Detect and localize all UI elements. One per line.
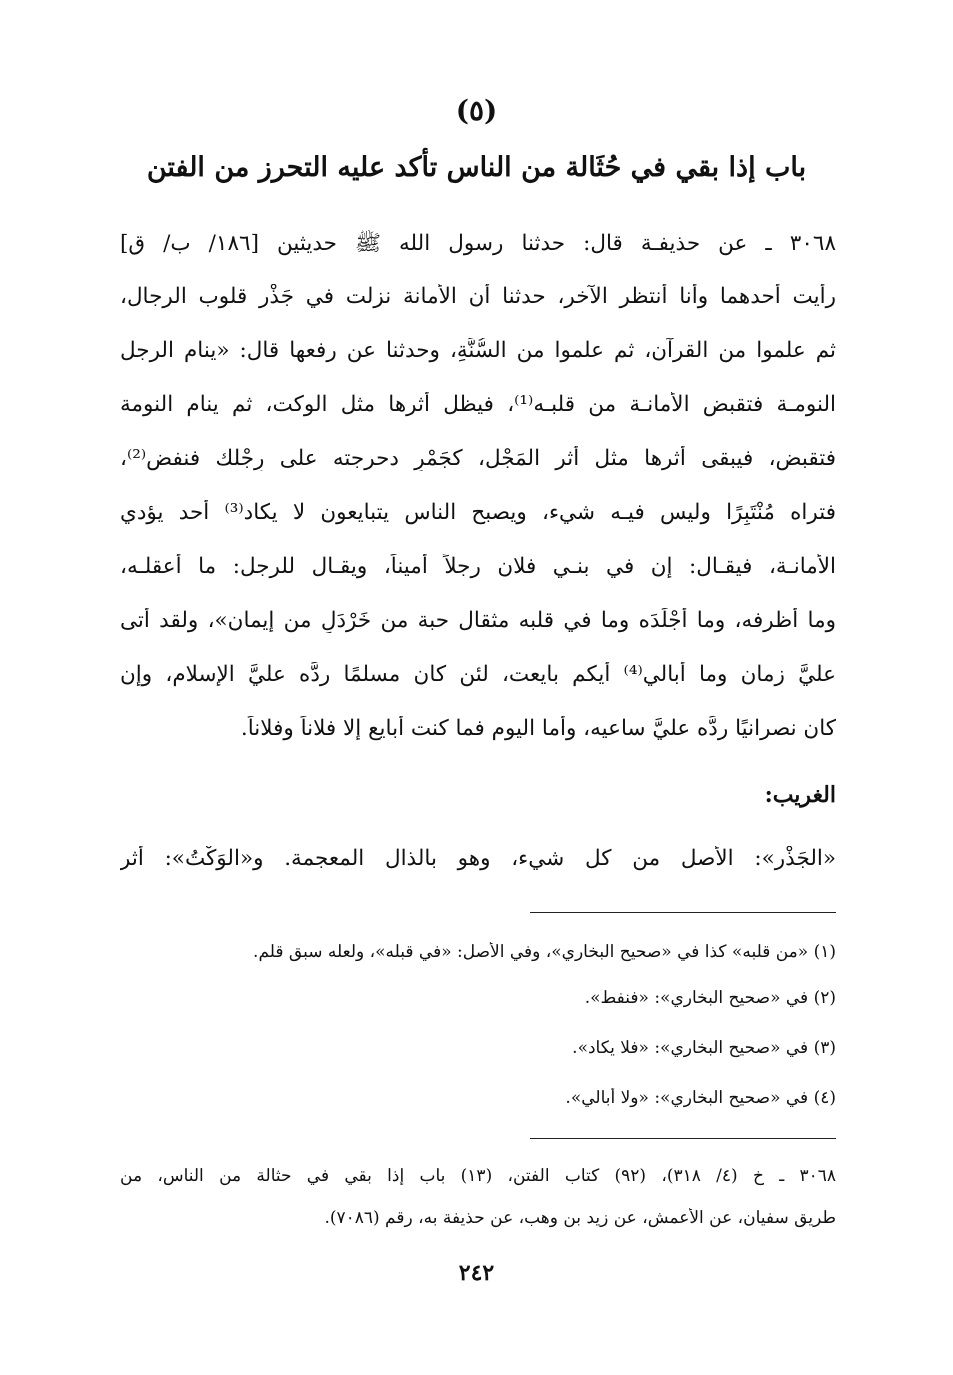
footnote-4: (٤) في «صحيح البخاري»: «ولا أبالي». [565, 1088, 836, 1108]
hadith-line-4: النومـة فتقبض الأمانـة من قلبـه⁽¹⁾، فيظل أثرها مثل الوكت، ثم ينام النومة [120, 392, 836, 417]
footnotes-divider [530, 912, 836, 913]
page-number: ٢٤٢ [458, 1260, 495, 1286]
hadith-line-9: عليَّ زمان وما أبالي⁽⁴⁾ أيكم بايعت، لئن كان مسلمًا ردَّه عليَّ الإسلام، وإن [120, 662, 836, 687]
hadith-line-5: فتقبض، فيبقى أثرها مثل أثر المَجْل، كجَمْرٍ دحرجته على رِجْلك فنفض⁽²⁾، [120, 446, 836, 471]
hadith-line-1: ٣٠٦٨ ـ عن حذيفـة قال: حدثنا رسول الله ﷺ حديثين [١٨٦/ ب/ ق] [120, 231, 836, 256]
hadith-line-10: كان نصرانيًا ردَّه عليَّ ساعيه، وأما اليوم فما كنت أبايع إلا فلاناً وفلاناً. [240, 716, 836, 741]
source-note-line-2: طريق سفيان، عن الأعمش، عن زيد بن وهب، عن حذيفة به، رقم (٧٠٨٦). [324, 1208, 836, 1228]
footnote-1: (١) «من قلبه» كذا في «صحيح البخاري»، وفي الأصل: «في قبله»، ولعله سبق قلم. [253, 942, 836, 962]
gharib-line: «الجَذْر»: الأصل من كل شيء، وهو بالذال المعجمة. و«الوَكْتُ»: أثر [120, 846, 836, 871]
hadith-line-7: الأمانـة، فيقـال: إن في بنـي فلان رجلاً أميناً، ويقـال للرجل: ما أعقلـه، [120, 554, 836, 579]
footnote-3: (٣) في «صحيح البخاري»: «فلا يكاد». [572, 1038, 836, 1058]
gharib-heading: الغريب: [764, 782, 836, 808]
source-note-line-1: ٣٠٦٨ ـ خ (٤/ ٣١٨)، (٩٢) كتاب الفتن، (١٣) باب إذا بقي في حثالة من الناس، من [120, 1166, 836, 1186]
hadith-line-8: وما أظرفه، وما أَجْلَدَه وما في قلبه مثقال حبة من خَرْدَلٍ من إيمان»، ولقد أتى [120, 608, 836, 633]
hadith-line-6: فتراه مُنْتَبِرًا وليس فيـه شيء، ويصبح الناس يتبايعون لا يكاد⁽³⁾ أحد يؤدي [120, 500, 836, 525]
hadith-line-2: رأيت أحدهما وأنا أنتظر الآخر، حدثنا أن الأمانة نزلت في جَذْر قلوب الرجال، [120, 284, 836, 309]
chapter-title: باب إذا بقي في حُثَالة من الناس تأكد عليه التحرز من الفتن [146, 152, 807, 183]
source-divider [530, 1138, 836, 1139]
hadith-line-3: ثم علموا من القرآن، ثم علموا من السُّنَّةِ، وحدثنا عن رفعها قال: «ينام الرجل [120, 338, 836, 363]
chapter-number: (٥) [455, 94, 498, 127]
footnote-2: (٢) في «صحيح البخاري»: «فنفط». [584, 988, 836, 1008]
